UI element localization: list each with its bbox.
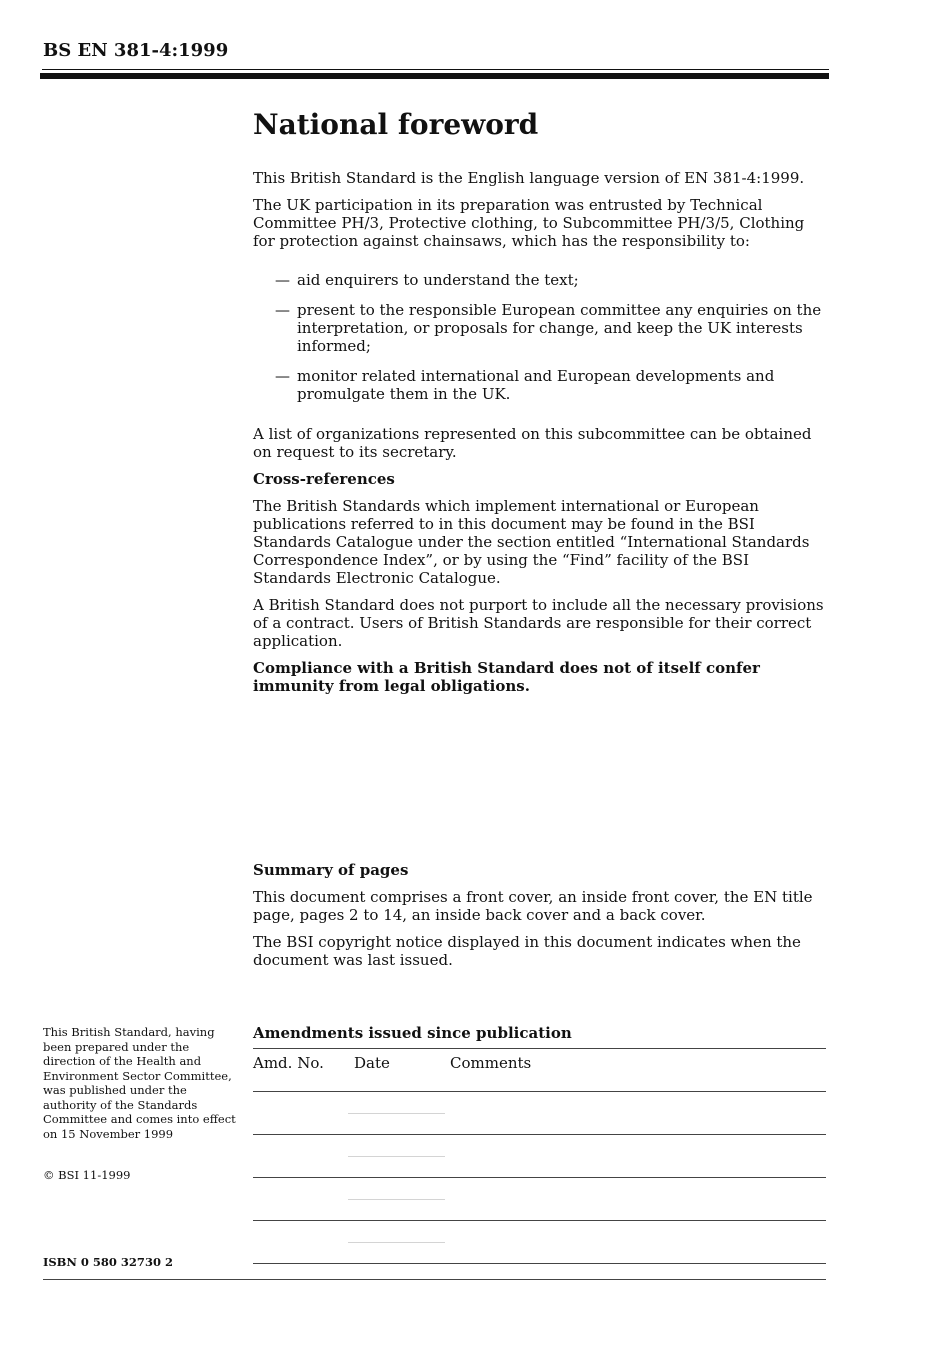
list-item (253, 271, 829, 289)
summary-heading: Summary of pages (253, 861, 409, 879)
date-underline (348, 1199, 445, 1200)
cross-references-heading: Cross-references (253, 470, 395, 488)
cross-references-paragraph: The British Standards which implement international or European publications referred to in this document may be found in the BSI Standards Catalogue under the section entitled “International Standards Correspondence Index”, or by using the “Find” facility of the BSI Standards Electronic Catalogue. (253, 497, 810, 587)
date-underline (348, 1113, 445, 1114)
header-rule-thick (40, 73, 829, 79)
participation-paragraph: The UK participation in its preparation was entrusted by Technical Committee PH/3, Protective clothing, to Subcommittee PH/3/5, Clothing for protection against chainsaws, which has the responsibility to: (253, 196, 805, 250)
copyright-notice-paragraph: The BSI copyright notice displayed in this document indicates when the document was last issued. (253, 933, 801, 969)
organizations-paragraph: A list of organizations represented on this subcommittee can be obtained on request to its secretary. (253, 425, 812, 461)
table-rule (253, 1048, 826, 1049)
summary-paragraph: This document comprises a front cover, an inside front cover, the EN title page, pages 2 to 14, an inside back cover and a back cover. (253, 888, 813, 924)
table-row (253, 1220, 826, 1221)
responsibility-list (253, 271, 829, 403)
list-item-text: present to the responsible European committee any enquiries on the interpretation, or proposals for change, and keep the UK interests informed; (297, 301, 822, 355)
list-item-text: monitor related international and European developments and promulgate them in the UK. (297, 367, 775, 403)
header-rule-thin (42, 69, 829, 70)
isbn: ISBN 0 580 32730 2 (43, 1255, 173, 1269)
provisions-paragraph: A British Standard does not purport to include all the necessary provisions of a contract. Users of British Standards are responsible for their correct application. (253, 596, 824, 650)
copyright-line: © BSI 11-1999 (43, 1168, 131, 1182)
dash-marker: — (275, 367, 290, 385)
table-row (253, 1177, 826, 1178)
table-row (253, 1134, 826, 1135)
footer-rule (43, 1279, 826, 1280)
list-item (253, 367, 829, 403)
summary-section (253, 861, 829, 978)
dash-marker: — (275, 271, 290, 289)
dash-marker: — (275, 301, 290, 319)
list-item (253, 301, 829, 355)
list-item-text: aid enquirers to understand the text; (297, 271, 579, 289)
intro-paragraph: This British Standard is the English language version of EN 381-4:1999. (253, 169, 805, 187)
amendments-table (253, 1024, 826, 1072)
document-code: BS EN 381-4:1999 (43, 40, 229, 61)
column-header-amd-no: Amd. No. (253, 1054, 324, 1072)
column-header-comments: Comments (450, 1054, 532, 1072)
date-underline (348, 1156, 445, 1157)
publication-note: This British Standard, having been prepared under the direction of the Health and Environment Sector Committee, was published under the authority of the Standards Committee and comes into effect on 15 November 1999 (43, 1025, 236, 1141)
column-header-date: Date (354, 1054, 390, 1072)
table-row (253, 1263, 826, 1264)
amendments-title: Amendments issued since publication (253, 1024, 572, 1042)
page-title: National foreword (253, 108, 539, 141)
foreword-body (253, 108, 829, 704)
table-row (253, 1091, 826, 1092)
date-underline (348, 1242, 445, 1243)
compliance-statement: Compliance with a British Standard does not of itself confer immunity from legal obligations. (253, 659, 760, 695)
